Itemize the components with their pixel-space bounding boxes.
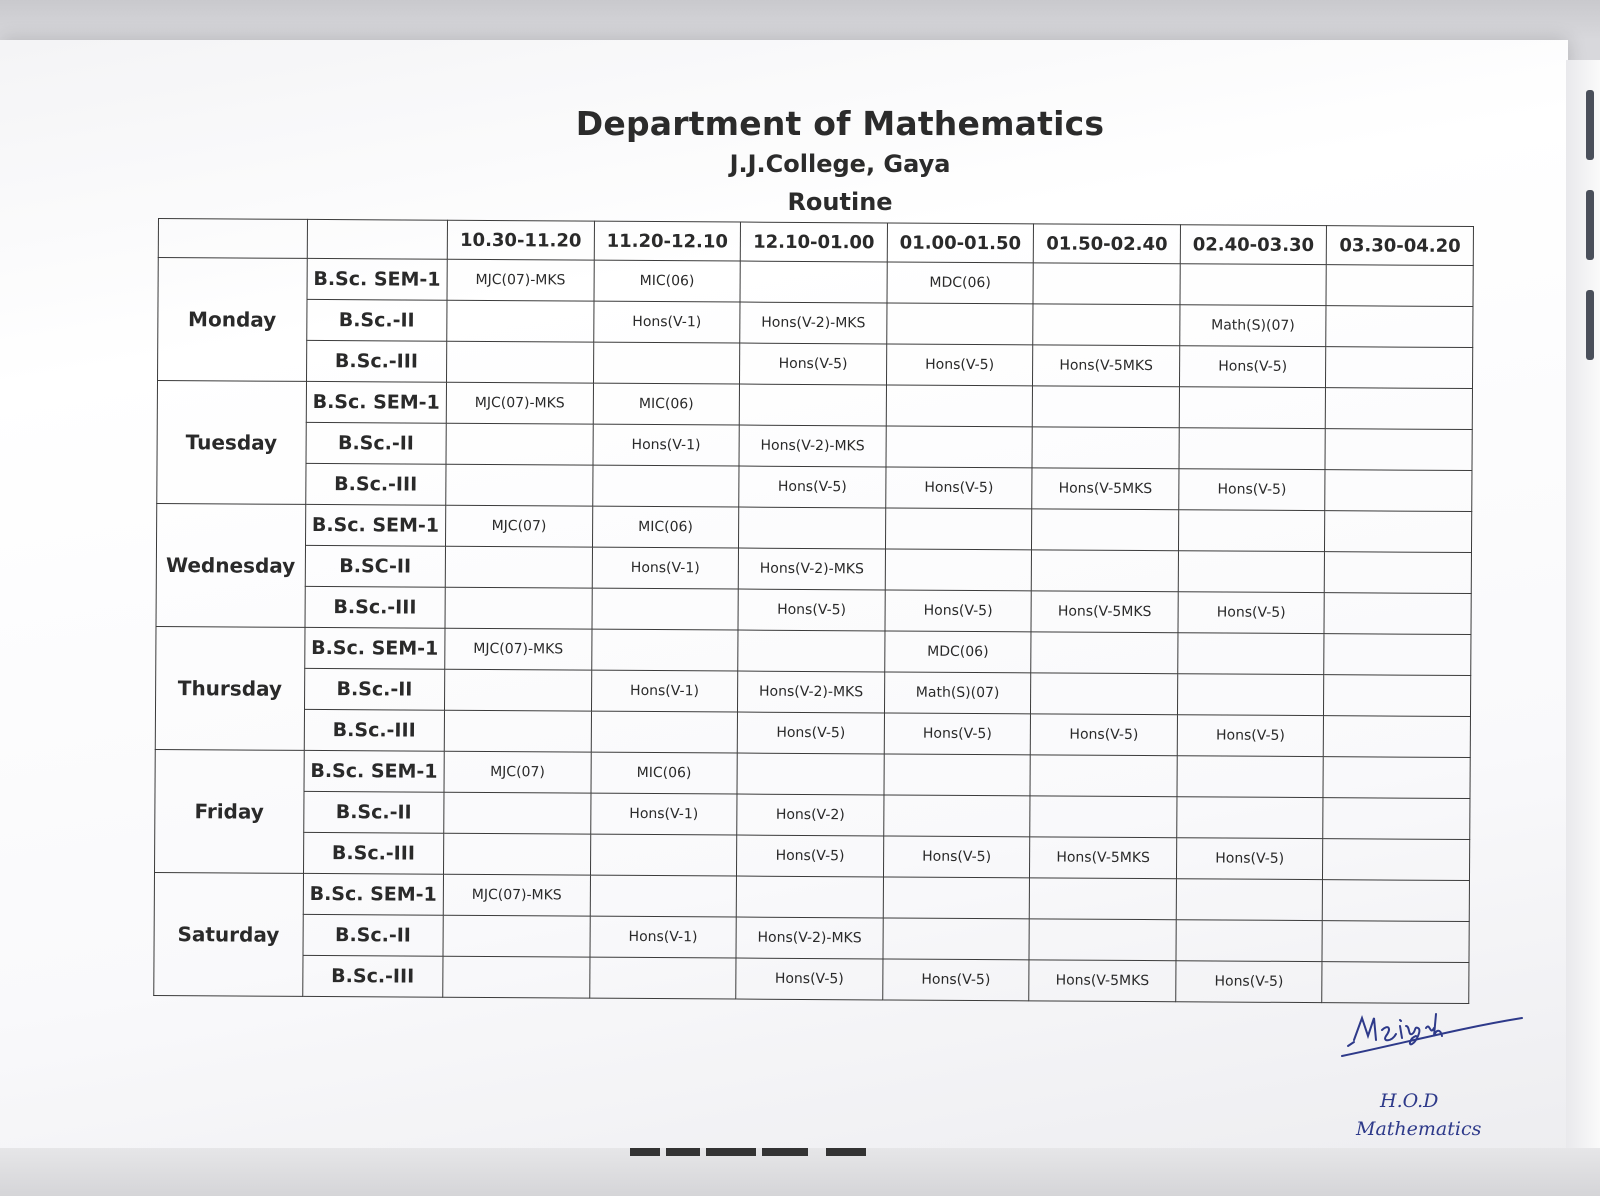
schedule-cell — [1324, 593, 1471, 635]
schedule-cell — [1033, 304, 1180, 346]
schedule-cell — [883, 795, 1030, 837]
schedule-cell — [883, 918, 1030, 960]
class-cell: B.Sc.-III — [303, 832, 444, 874]
schedule-cell: Hons(V-2)-MKS — [738, 548, 885, 590]
binder-edge — [1566, 60, 1600, 1160]
schedule-cell: Hons(V-5) — [1179, 469, 1326, 511]
schedule-cell — [445, 669, 592, 711]
schedule-cell — [1326, 388, 1473, 430]
schedule-cell — [1326, 306, 1473, 348]
schedule-cell: Hons(V-5) — [737, 712, 884, 754]
table-body — [154, 258, 1473, 1004]
document-header — [560, 104, 1120, 220]
class-cell: B.Sc. SEM-1 — [303, 873, 444, 915]
schedule-cell — [1323, 839, 1470, 881]
schedule-cell — [1325, 511, 1472, 553]
schedule-cell — [589, 957, 736, 999]
document-subtitle: Routine — [787, 188, 893, 216]
schedule-cell: Hons(V-5) — [882, 959, 1029, 1001]
routine-table — [153, 218, 1474, 1004]
corner-cell-day — [158, 219, 307, 259]
schedule-cell: Hons(V-1) — [593, 301, 740, 343]
schedule-cell — [1324, 634, 1471, 676]
schedule-cell: Hons(V-2)-MKS — [739, 425, 886, 467]
binder-clip — [1586, 190, 1594, 260]
schedule-cell — [1033, 263, 1180, 305]
schedule-cell — [447, 341, 594, 383]
schedule-cell: Hons(V-5) — [884, 713, 1031, 755]
schedule-cell — [1179, 387, 1326, 429]
schedule-cell — [1178, 510, 1325, 552]
partial-stamp-graphic — [620, 1138, 880, 1158]
class-cell: B.Sc.-II — [306, 422, 447, 464]
college-name: J.J.College, Gaya — [729, 150, 951, 178]
schedule-cell: MJC(07)-MKS — [447, 259, 594, 301]
class-cell: B.Sc. SEM-1 — [304, 627, 445, 669]
schedule-cell: Hons(V-5) — [885, 467, 1032, 509]
schedule-cell: MJC(07) — [444, 751, 591, 793]
day-cell: Friday — [155, 749, 304, 873]
schedule-cell: Hons(V-2)-MKS — [740, 302, 887, 344]
schedule-cell — [1031, 673, 1178, 715]
schedule-cell — [592, 588, 739, 630]
class-cell: B.Sc.-II — [303, 914, 444, 956]
schedule-cell — [1030, 796, 1177, 838]
schedule-cell — [883, 877, 1030, 919]
schedule-cell — [444, 792, 591, 834]
binder-clip — [1586, 290, 1594, 360]
schedule-cell: Hons(V-5) — [740, 343, 887, 385]
schedule-cell — [1032, 427, 1179, 469]
time-slot-header: 01.50-02.40 — [1034, 224, 1181, 264]
schedule-cell: Hons(V-2)-MKS — [738, 671, 885, 713]
schedule-cell: MJC(07) — [446, 505, 593, 547]
schedule-cell — [1325, 552, 1472, 594]
day-cell: Wednesday — [156, 503, 305, 627]
schedule-cell: Hons(V-5) — [1031, 714, 1178, 756]
class-cell: B.Sc.-III — [306, 340, 447, 382]
schedule-cell — [1032, 509, 1179, 551]
table-row — [154, 954, 1469, 1003]
hod-department: Mathematics — [1356, 1118, 1482, 1140]
schedule-cell: Hons(V-5) — [883, 836, 1030, 878]
day-cell: Thursday — [155, 626, 304, 750]
schedule-cell — [885, 549, 1032, 591]
schedule-cell: Math(S)(07) — [1180, 305, 1327, 347]
schedule-cell — [1180, 264, 1327, 306]
schedule-cell — [884, 754, 1031, 796]
schedule-cell: MIC(06) — [592, 506, 739, 548]
class-cell: B.Sc.-III — [305, 463, 446, 505]
schedule-cell — [443, 915, 590, 957]
schedule-cell — [1030, 755, 1177, 797]
schedule-cell: Hons(V-5) — [737, 835, 884, 877]
class-cell: B.Sc.-III — [305, 586, 446, 628]
schedule-cell: MIC(06) — [591, 752, 738, 794]
schedule-cell: Hons(V-2) — [737, 794, 884, 836]
schedule-cell — [445, 587, 592, 629]
schedule-cell — [444, 710, 591, 752]
schedule-cell — [739, 507, 886, 549]
schedule-cell — [1033, 386, 1180, 428]
schedule-cell — [591, 711, 738, 753]
schedule-cell — [1178, 551, 1325, 593]
schedule-cell — [1176, 879, 1323, 921]
schedule-cell: Hons(V-5) — [739, 466, 886, 508]
schedule-cell — [886, 426, 1033, 468]
schedule-cell — [740, 261, 887, 303]
schedule-cell — [1030, 878, 1177, 920]
schedule-cell — [738, 630, 885, 672]
schedule-cell — [444, 833, 591, 875]
schedule-cell — [1326, 265, 1473, 307]
schedule-cell: Hons(V-5) — [736, 958, 883, 1000]
schedule-cell — [1322, 962, 1469, 1004]
schedule-cell: Hons(V-5MKS — [1031, 591, 1178, 633]
day-cell: Monday — [158, 258, 307, 382]
schedule-cell — [1324, 716, 1471, 758]
schedule-cell: Hons(V-5) — [1179, 346, 1326, 388]
class-cell: B.Sc.-III — [304, 709, 445, 751]
class-cell: B.Sc. SEM-1 — [306, 381, 447, 423]
schedule-cell — [1032, 550, 1179, 592]
day-cell: Tuesday — [157, 381, 306, 505]
schedule-cell: Hons(V-5MKS — [1033, 345, 1180, 387]
schedule-cell — [1031, 632, 1178, 674]
schedule-cell — [1176, 920, 1323, 962]
class-cell: B.Sc.-II — [306, 299, 447, 341]
schedule-cell — [739, 384, 886, 426]
schedule-cell: Hons(V-1) — [590, 916, 737, 958]
class-cell: B.Sc. SEM-1 — [305, 504, 446, 546]
schedule-cell — [447, 300, 594, 342]
schedule-cell — [593, 342, 740, 384]
schedule-cell — [592, 465, 739, 507]
schedule-cell — [591, 629, 738, 671]
schedule-cell: Hons(V-5MKS — [1032, 468, 1179, 510]
schedule-cell — [446, 464, 593, 506]
schedule-cell — [445, 546, 592, 588]
schedule-cell: Hons(V-5) — [738, 589, 885, 631]
schedule-cell — [1179, 428, 1326, 470]
time-slot-header: 10.30-11.20 — [447, 220, 594, 260]
schedule-cell — [1177, 756, 1324, 798]
schedule-cell: Hons(V-5) — [1176, 838, 1323, 880]
class-cell: B.Sc. SEM-1 — [304, 750, 445, 792]
schedule-cell: Hons(V-2)-MKS — [736, 917, 883, 959]
schedule-cell — [1322, 921, 1469, 963]
class-cell: B.Sc.-II — [303, 791, 444, 833]
schedule-cell — [443, 956, 590, 998]
time-slot-header: 01.00-01.50 — [887, 223, 1034, 263]
schedule-cell: Hons(V-1) — [592, 547, 739, 589]
time-slot-header: 03.30-04.20 — [1327, 226, 1474, 266]
schedule-cell: Hons(V-5) — [1176, 961, 1323, 1003]
schedule-cell — [1323, 880, 1470, 922]
document-title: Department of Mathematics — [575, 104, 1105, 143]
schedule-cell — [737, 753, 884, 795]
schedule-cell — [590, 834, 737, 876]
schedule-cell: Hons(V-5MKS — [1029, 960, 1176, 1002]
schedule-cell — [886, 303, 1033, 345]
schedule-cell — [1178, 633, 1325, 675]
schedule-cell — [1177, 674, 1324, 716]
time-slot-header: 11.20-12.10 — [594, 221, 741, 261]
hod-designation: H.O.D — [1380, 1090, 1439, 1112]
schedule-cell — [1177, 797, 1324, 839]
schedule-cell — [590, 875, 737, 917]
hod-signature — [1340, 1004, 1530, 1084]
day-cell: Saturday — [154, 872, 303, 996]
class-cell: B.SC-II — [305, 545, 446, 587]
schedule-cell — [1323, 798, 1470, 840]
schedule-cell: MJC(07)-MKS — [446, 382, 593, 424]
corner-cell-class — [307, 219, 448, 259]
schedule-cell: Math(S)(07) — [884, 672, 1031, 714]
schedule-cell: MDC(06) — [884, 631, 1031, 673]
schedule-cell — [1029, 919, 1176, 961]
time-slot-header: 12.10-01.00 — [740, 222, 887, 262]
schedule-cell: Hons(V-1) — [593, 424, 740, 466]
schedule-cell: MJC(07)-MKS — [445, 628, 592, 670]
schedule-cell: Hons(V-1) — [591, 670, 738, 712]
schedule-cell: Hons(V-1) — [590, 793, 737, 835]
binder-clip — [1586, 90, 1594, 160]
time-slot-header: 02.40-03.30 — [1180, 225, 1327, 265]
schedule-cell: Hons(V-5) — [886, 344, 1033, 386]
schedule-cell — [1325, 470, 1472, 512]
schedule-cell — [1324, 675, 1471, 717]
schedule-cell — [1323, 757, 1470, 799]
schedule-cell: MJC(07)-MKS — [443, 874, 590, 916]
schedule-cell — [1326, 347, 1473, 389]
schedule-cell: MDC(06) — [887, 262, 1034, 304]
schedule-cell — [736, 876, 883, 918]
schedule-cell — [885, 508, 1032, 550]
schedule-cell: Hons(V-5MKS — [1030, 837, 1177, 879]
schedule-cell — [886, 385, 1033, 427]
schedule-cell: Hons(V-5) — [885, 590, 1032, 632]
schedule-cell: MIC(06) — [593, 383, 740, 425]
class-cell: B.Sc.-II — [304, 668, 445, 710]
class-cell: B.Sc. SEM-1 — [307, 258, 448, 300]
schedule-cell — [1325, 429, 1472, 471]
schedule-cell: Hons(V-5) — [1178, 592, 1325, 634]
schedule-cell: MIC(06) — [594, 260, 741, 302]
class-cell: B.Sc.-III — [302, 955, 443, 997]
schedule-cell: Hons(V-5) — [1177, 715, 1324, 757]
schedule-cell — [446, 423, 593, 465]
